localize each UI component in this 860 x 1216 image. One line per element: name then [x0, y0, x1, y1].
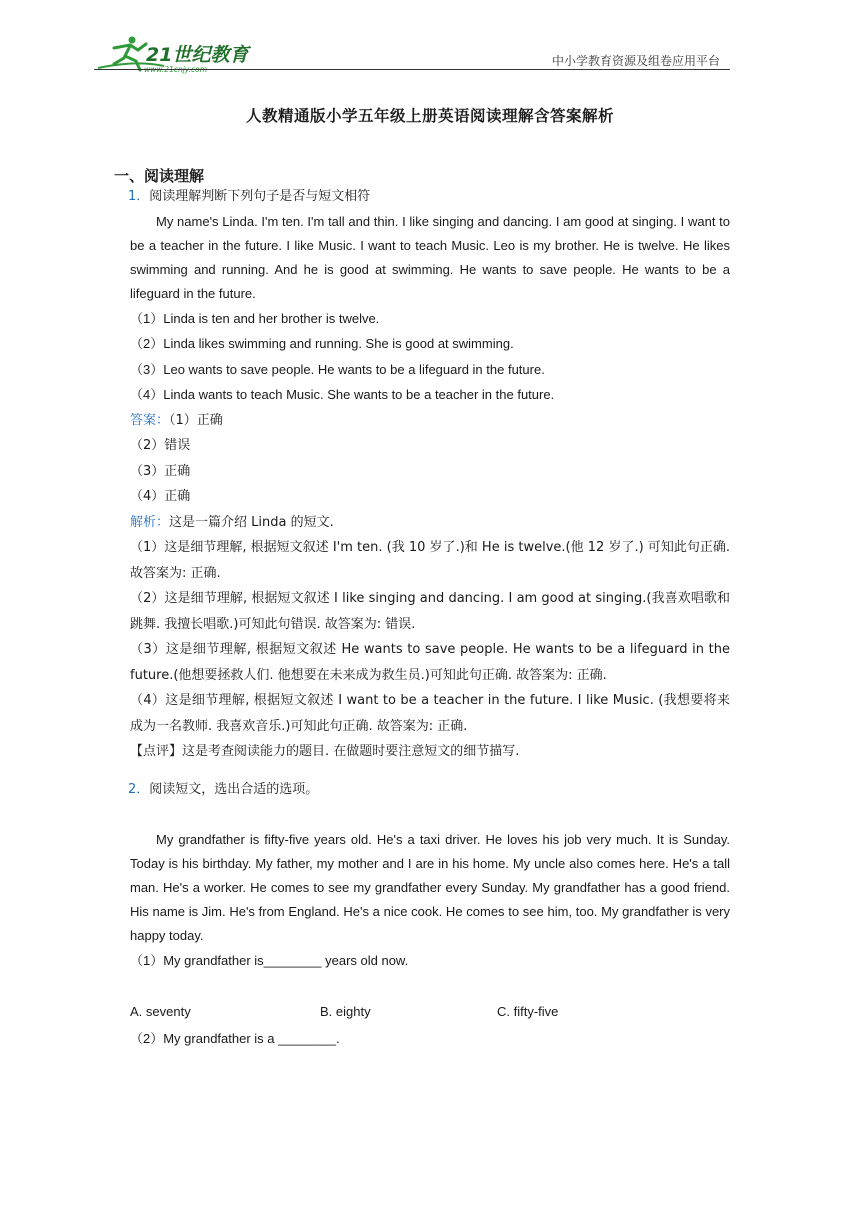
option-b: B. eighty — [320, 1003, 371, 1019]
question-1-item-1: （1）Linda is ten and her brother is twelve. — [130, 310, 380, 326]
document-body — [114, 104, 730, 1051]
question-1-item-4: （4）Linda wants to teach Music. She wants to be a teacher in the future. — [130, 387, 555, 402]
question-2-passage: My grandfather is fifty-five years old. He's a taxi driver. He loves his job very much. It is Sunday. Today is his birthday. My father, my mother and I are in his home. My uncle also comes here. He's a tall man. He's a worker. He comes to see my grandfather every Sunday. My grandfather has a good friend. His name is Jim. He's from England. He's a nice cook. He comes to see him, too. My grandfather is very happy today. — [130, 832, 730, 943]
question-1-passage: My name's Linda. I'm ten. I'm tall and thin. I like singing and dancing. I am good at singing. I want to be a teacher in the future. I like Music. I want to teach Music. Leo is my brother. He is twelve. He likes swimming and running. And he is good at swimming. He wants to save people. He wants to be a lifeguard in the future. — [130, 213, 730, 301]
question-1-number: 1． — [128, 189, 150, 204]
platform-name: 中小学教育资源及组卷应用平台 — [551, 54, 720, 68]
answer-3: （3）正确 — [130, 463, 191, 479]
analysis-3: （3）这是细节理解, 根据短文叙述 He wants to save people. He wants to be a lifeguard in the future.(他想要拯救人们. 他想要在未来成为救生员.)可知此句正确. 故答案为: 正确. — [130, 642, 730, 683]
analysis-4: （4）这是细节理解, 根据短文叙述 I want to be a teacher in the future. I like Music. (我想要将来成为一名教师. 我喜欢音乐.)可知此句正确. 故答案为: 正确. — [130, 693, 730, 734]
question-1-instruction: 阅读理解判断下列句子是否与短文相符 — [149, 189, 371, 204]
svg-text:www.21cnjy.com: www.21cnjy.com — [144, 65, 208, 74]
question-2-number: 2． — [128, 781, 150, 797]
question-2-instruction: 阅读短文，选出合适的选项。 — [149, 781, 319, 797]
answer-1: （1）正确 — [169, 412, 223, 428]
question-1 — [130, 184, 730, 765]
question-1-item-3: （3）Leo wants to save people. He wants to be a lifeguard in the future. — [130, 361, 545, 377]
analysis-label: 解析： — [130, 514, 170, 530]
option-c: C. fifty-five — [497, 1003, 559, 1019]
analysis-1: （1）这是细节理解, 根据短文叙述 I'm ten. (我 10 岁了.)和 He is twelve.(他 12 岁了.) 可知此句正确. 故答案为: 正确. — [130, 540, 730, 581]
page-header — [94, 34, 730, 74]
question-2-item-1: （1）My grandfather is________ years old now. — [130, 953, 409, 968]
question-1-item-2: （2）Linda likes swimming and running. She is good at swimming. — [130, 336, 514, 351]
option-a: A. seventy — [130, 1003, 191, 1019]
site-logo — [94, 34, 264, 74]
answer-label: 答案： — [130, 412, 170, 428]
analysis-intro: 这是一篇介绍 Linda 的短文. — [169, 514, 334, 530]
answer-4: （4）正确 — [130, 489, 191, 504]
comment: 【点评】这是考查阅读能力的题目. 在做题时要注意短文的细节描写. — [130, 744, 520, 759]
section-title: 一、阅读理解 — [114, 167, 205, 185]
question-2-options — [130, 1000, 730, 1026]
answer-2: （2）错误 — [130, 438, 191, 453]
header-divider — [94, 69, 730, 70]
svg-text:21世纪教育: 21世纪教育 — [146, 44, 249, 66]
question-2 — [130, 777, 730, 1052]
document-title: 人教精通版小学五年级上册英语阅读理解含答案解析 — [245, 107, 614, 125]
analysis-2: （2）这是细节理解, 根据短文叙述 I like singing and dancing. I am good at singing.(我喜欢唱歌和跳舞. 我擅长唱歌.)可知此句错误. 故答案为: 错误. — [130, 591, 730, 632]
question-2-item-2: （2）My grandfather is a ________. — [130, 1030, 340, 1046]
